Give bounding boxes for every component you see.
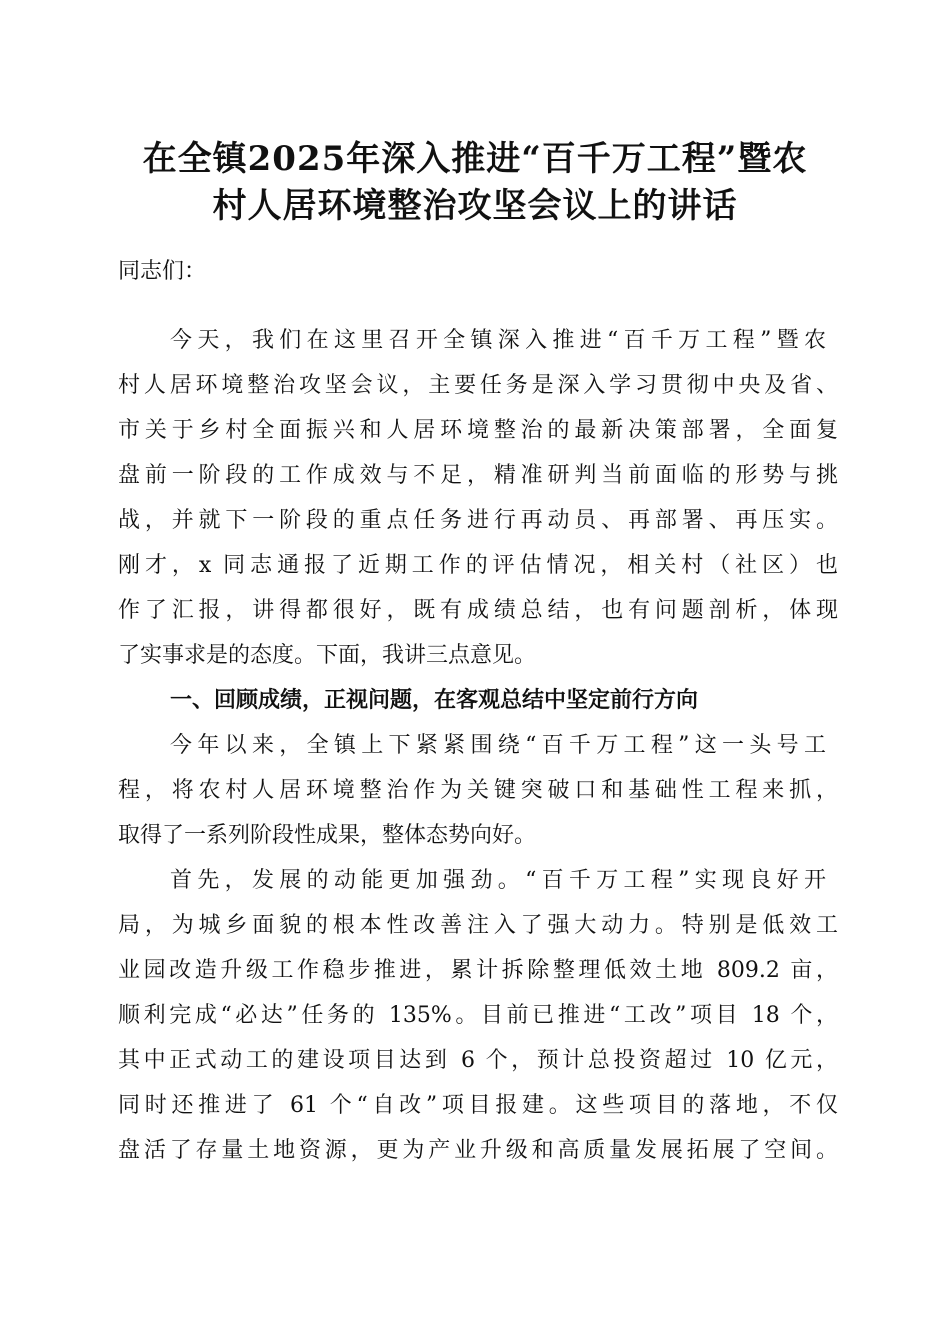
document-title-line-1: 在全镇2025年深入推进“百千万工程”暨农 bbox=[142, 139, 808, 179]
paragraph-line: 首先，发展的动能更加强劲。“百千万工程”实现良好开 bbox=[170, 868, 826, 893]
salutation: 同志们： bbox=[118, 259, 207, 284]
paragraph-line: 村人居环境整治攻坚会议，主要任务是深入学习贯彻中央及省、 bbox=[118, 373, 838, 398]
paragraph-line: 市关于乡村全面振兴和人居环境整治的最新决策部署，全面复 bbox=[118, 418, 838, 443]
paragraph-line: 今年以来，全镇上下紧紧围绕“百千万工程”这一头号工 bbox=[170, 733, 826, 758]
section-heading: 一、回顾成绩，正视问题，在客观总结中坚定前行方向 bbox=[170, 688, 699, 713]
paragraph-line: 刚才，x 同志通报了近期工作的评估情况，相关村（社区）也 bbox=[118, 553, 838, 578]
paragraph-line: 取得了一系列阶段性成果，整体态势向好。 bbox=[118, 823, 537, 848]
paragraph-line: 其中正式动工的建设项目达到 6 个，预计总投资超过 10 亿元， bbox=[118, 1048, 838, 1073]
paragraph-line: 顺利完成“必达”任务的 135%。目前已推进“工改”项目 18 个， bbox=[118, 1003, 838, 1028]
paragraph-line: 战，并就下一阶段的重点任务进行再动员、再部署、再压实。 bbox=[118, 508, 838, 533]
document-title-line-2: 村人居环境整治攻坚会议上的讲话 bbox=[212, 186, 738, 226]
paragraph-line: 盘活了存量土地资源，更为产业升级和高质量发展拓展了空间。 bbox=[118, 1138, 838, 1163]
paragraph-line: 同时还推进了 61 个“自改”项目报建。这些项目的落地，不仅 bbox=[118, 1093, 838, 1118]
paragraph-line: 了实事求是的态度。下面，我讲三点意见。 bbox=[118, 643, 537, 668]
paragraph-line: 作了汇报，讲得都很好，既有成绩总结，也有问题剖析，体现 bbox=[118, 598, 838, 623]
paragraph-line: 今天，我们在这里召开全镇深入推进“百千万工程”暨农 bbox=[170, 328, 826, 353]
paragraph-line: 业园改造升级工作稳步推进，累计拆除整理低效土地 809.2 亩， bbox=[118, 958, 838, 983]
paragraph-line: 局，为城乡面貌的根本性改善注入了强大动力。特别是低效工 bbox=[118, 913, 838, 938]
paragraph-line: 程，将农村人居环境整治作为关键突破口和基础性工程来抓， bbox=[118, 778, 838, 803]
paragraph-line: 盘前一阶段的工作成效与不足，精准研判当前面临的形势与挑 bbox=[118, 463, 838, 488]
